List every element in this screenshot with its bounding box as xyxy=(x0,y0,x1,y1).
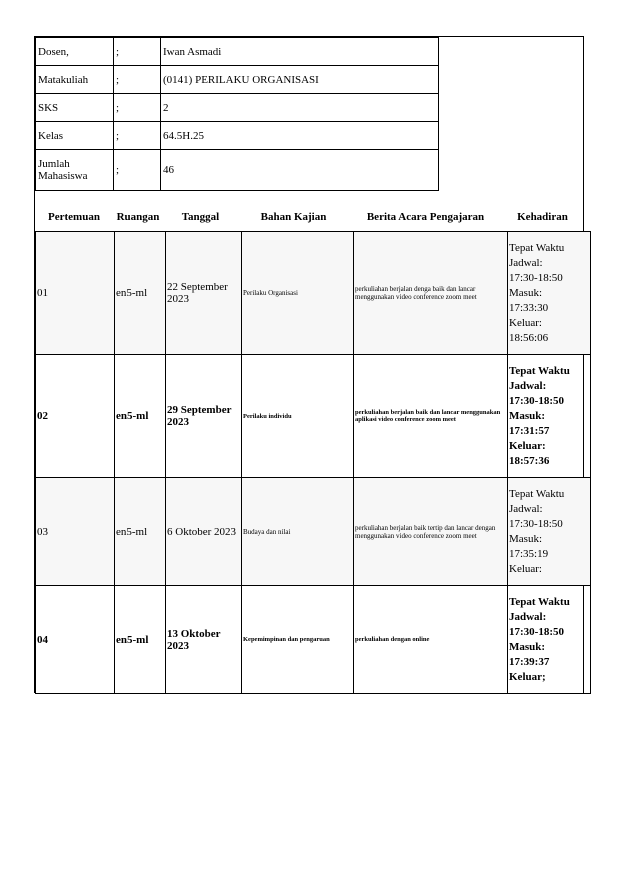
kehadiran-line: Jadwal: xyxy=(509,379,547,392)
kehadiran-line: 17:33:30 xyxy=(509,301,549,314)
kehadiran-line: 17:31:57 xyxy=(509,424,550,437)
cell-ruangan: en5-ml xyxy=(115,478,166,586)
info-label: Kelas xyxy=(36,122,114,150)
cell-bahan-kajian: Perilaku individu xyxy=(242,355,354,478)
table-row xyxy=(36,586,591,694)
info-value: 64.5H.25 xyxy=(161,122,439,150)
info-value: 2 xyxy=(161,94,439,122)
kehadiran-line: 18:57:36 xyxy=(509,454,550,467)
info-label: Matakuliah xyxy=(36,66,114,94)
cell-tanggal: 22 September 2023 xyxy=(166,232,242,355)
header-berita-acara: Berita Acara Pengajaran xyxy=(366,211,485,223)
header-tanggal: Tanggal xyxy=(181,211,220,223)
course-info-table xyxy=(35,37,439,191)
info-separator: ; xyxy=(114,66,161,94)
kehadiran-line: Masuk: xyxy=(509,640,546,653)
cell-tanggal: 6 Oktober 2023 xyxy=(166,478,242,586)
kehadiran-line: 17:30-18:50 xyxy=(509,625,564,638)
info-label: Dosen, xyxy=(36,38,114,66)
info-label: Jumlah Mahasiswa xyxy=(36,150,114,191)
kehadiran-line: Masuk: xyxy=(509,286,542,299)
info-label: SKS xyxy=(36,94,114,122)
kehadiran-line: Masuk: xyxy=(509,532,542,545)
table-row xyxy=(36,232,591,355)
cell-ruangan: en5-ml xyxy=(115,355,166,478)
cell-pertemuan: 04 xyxy=(36,586,115,694)
cell-pertemuan: 02 xyxy=(36,355,115,478)
cell-kehadiran xyxy=(508,355,591,478)
table-row xyxy=(36,478,591,586)
cell-kehadiran xyxy=(508,232,591,355)
kehadiran-line: Jadwal: xyxy=(509,256,543,269)
info-row-kelas xyxy=(36,122,439,150)
kehadiran-line: 17:30-18:50 xyxy=(509,517,563,530)
kehadiran-line: 17:39:37 xyxy=(509,655,550,668)
table-header xyxy=(35,211,583,231)
cell-kehadiran xyxy=(508,478,591,586)
cell-bahan-kajian: Budaya dan nilai xyxy=(242,478,354,586)
kehadiran-line: 17:35:19 xyxy=(509,547,549,560)
kehadiran-line: Keluar; xyxy=(509,670,546,683)
kehadiran-line: Keluar: xyxy=(509,439,546,452)
cell-tanggal: 13 Oktober 2023 xyxy=(166,586,242,694)
cell-tanggal: 29 September 2023 xyxy=(166,355,242,478)
info-value: 46 xyxy=(161,150,439,191)
cell-berita-acara: perkuliahan berjalan denga baik dan lancar menggunakan video conference zoom meet xyxy=(354,232,508,355)
kehadiran-line: Tepat Waktu xyxy=(509,595,570,608)
info-row-jumlah-mahasiswa xyxy=(36,150,439,191)
info-row-matakuliah xyxy=(36,66,439,94)
kehadiran-line: Keluar: xyxy=(509,316,542,329)
info-value: (0141) PERILAKU ORGANISASI xyxy=(161,66,439,94)
info-separator: ; xyxy=(114,94,161,122)
cell-berita-acara: perkuliahan berjalan baik dan lancar menggunakan aplikasi video conference zoom meet xyxy=(354,355,508,478)
kehadiran-line: Masuk: xyxy=(509,409,546,422)
cell-pertemuan: 03 xyxy=(36,478,115,586)
cell-bahan-kajian: Kepemimpinan dan pengaruan xyxy=(242,586,354,694)
info-separator: ; xyxy=(114,150,161,191)
table-row xyxy=(36,355,591,478)
info-row-sks xyxy=(36,94,439,122)
kehadiran-line: Tepat Waktu xyxy=(509,364,570,377)
cell-berita-acara: perkuliahan dengan online xyxy=(354,586,508,694)
header-bahan-kajian: Bahan Kajian xyxy=(260,211,327,223)
attendance-table xyxy=(35,231,591,694)
header-pertemuan: Pertemuan xyxy=(48,211,100,223)
info-row-dosen xyxy=(36,38,439,66)
info-value: Iwan Asmadi xyxy=(161,38,439,66)
kehadiran-line: 18:56:06 xyxy=(509,331,549,344)
cell-ruangan: en5-ml xyxy=(115,232,166,355)
kehadiran-line: Keluar: xyxy=(509,562,542,575)
info-separator: ; xyxy=(114,38,161,66)
cell-berita-acara: perkuliahan berjalan baik tertip dan lancar dengan menggunakan video conference zoom meet xyxy=(354,478,508,586)
cell-kehadiran xyxy=(508,586,591,694)
info-separator: ; xyxy=(114,122,161,150)
kehadiran-line: Tepat Waktu xyxy=(509,241,565,254)
cell-bahan-kajian: Perilaku Organisasi xyxy=(242,232,354,355)
header-ruangan: Ruangan xyxy=(116,211,160,223)
kehadiran-line: Jadwal: xyxy=(509,610,547,623)
cell-ruangan: en5-ml xyxy=(115,586,166,694)
kehadiran-line: 17:30-18:50 xyxy=(509,394,564,407)
cell-pertemuan: 01 xyxy=(36,232,115,355)
header-kehadiran: Kehadiran xyxy=(517,211,568,223)
kehadiran-line: Tepat Waktu xyxy=(509,487,565,500)
kehadiran-line: Jadwal: xyxy=(509,502,543,515)
kehadiran-line: 17:30-18:50 xyxy=(509,271,563,284)
